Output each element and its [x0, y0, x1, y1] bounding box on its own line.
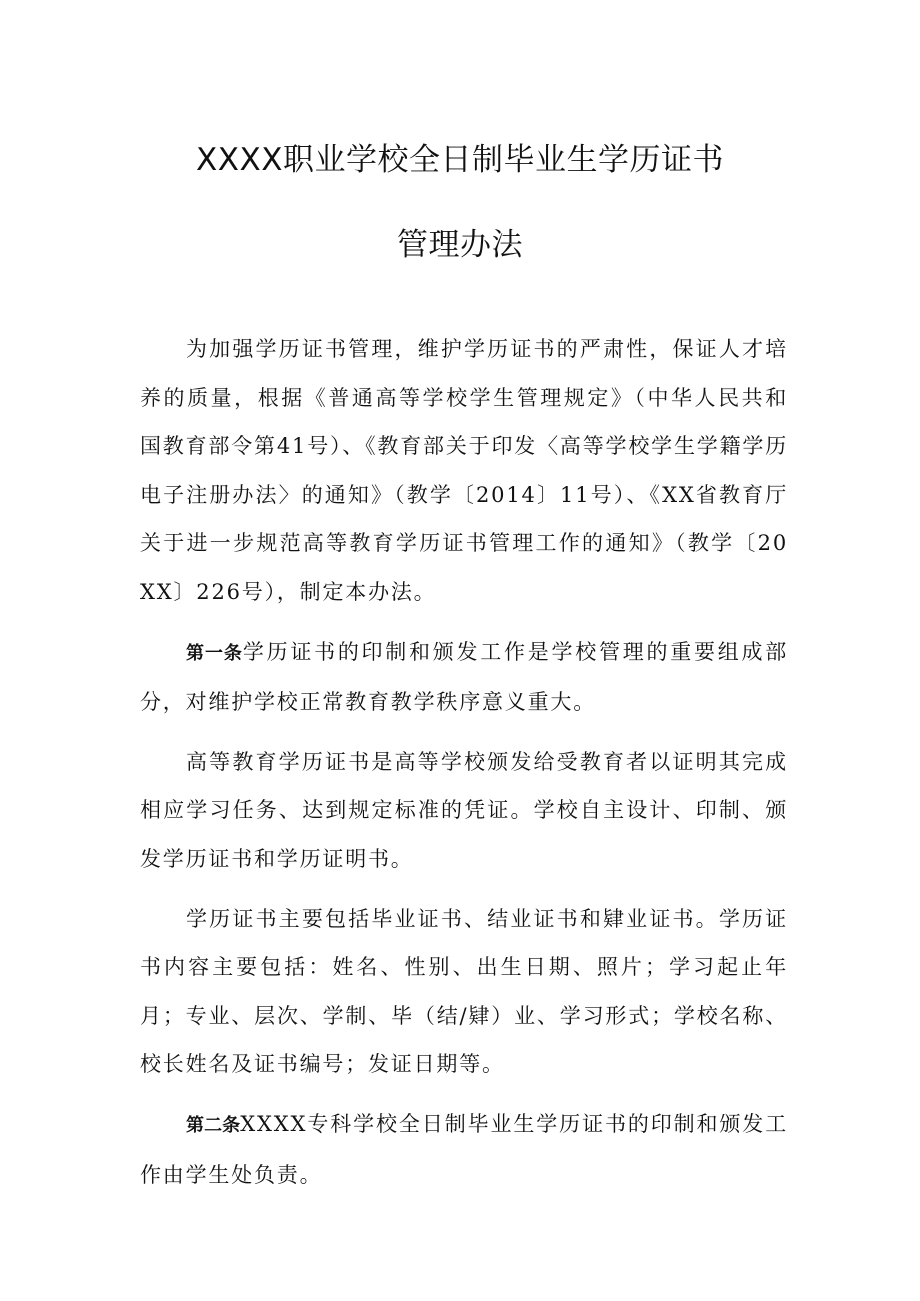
diploma-contents-text: 学历证书主要包括毕业证书、结业证书和肄业证书。学历证书内容主要包括：姓名、性别、出生日期、照片；学习起止年月；专业、层次、学制、毕（结/肄）业、学习形式；学校名称、校长姓名及证书编号；发证日期等。	[140, 906, 788, 1077]
preamble-paragraph	[140, 325, 788, 617]
diploma-definition-paragraph	[140, 738, 788, 884]
article-2-text: XXXX专科学校全日制毕业生学历证书的印制和颁发工作由学生处负责。	[140, 1111, 788, 1187]
article-2-paragraph	[140, 1100, 788, 1199]
article-1-text: 学历证书的印制和颁发工作是学校管理的重要组成部分，对维护学校正常教育教学秩序意义重大。	[140, 639, 789, 715]
diploma-contents-paragraph	[140, 895, 788, 1089]
preamble-text: 为加强学历证书管理，维护学历证书的严肃性，保证人才培养的质量，根据《普通高等学校学生管理规定》（中华人民共和国教育部令第41号）、《教育部关于印发〈高等学校学生学籍学历电子注册办法〉的通知》（教学〔2014〕11号）、《XX省教育厅关于进一步规范高等教育学历证书管理工作的通知》（教学〔20XX〕226号），制定本办法。	[140, 337, 788, 604]
document-title-line-1: XXXX职业学校全日制毕业生学历证书	[196, 142, 724, 178]
article-2-label: 第二条	[186, 1114, 241, 1136]
diploma-definition-text: 高等教育学历证书是高等学校颁发给受教育者以证明其完成相应学习任务、达到规定标准的凭证。学校自主设计、印制、颁发学历证书和学历证明书。	[140, 749, 788, 871]
document-title-line-2: 管理办法	[397, 227, 523, 263]
article-1-label: 第一条	[186, 642, 243, 664]
document-body	[140, 325, 788, 1210]
article-1-paragraph	[140, 628, 788, 727]
